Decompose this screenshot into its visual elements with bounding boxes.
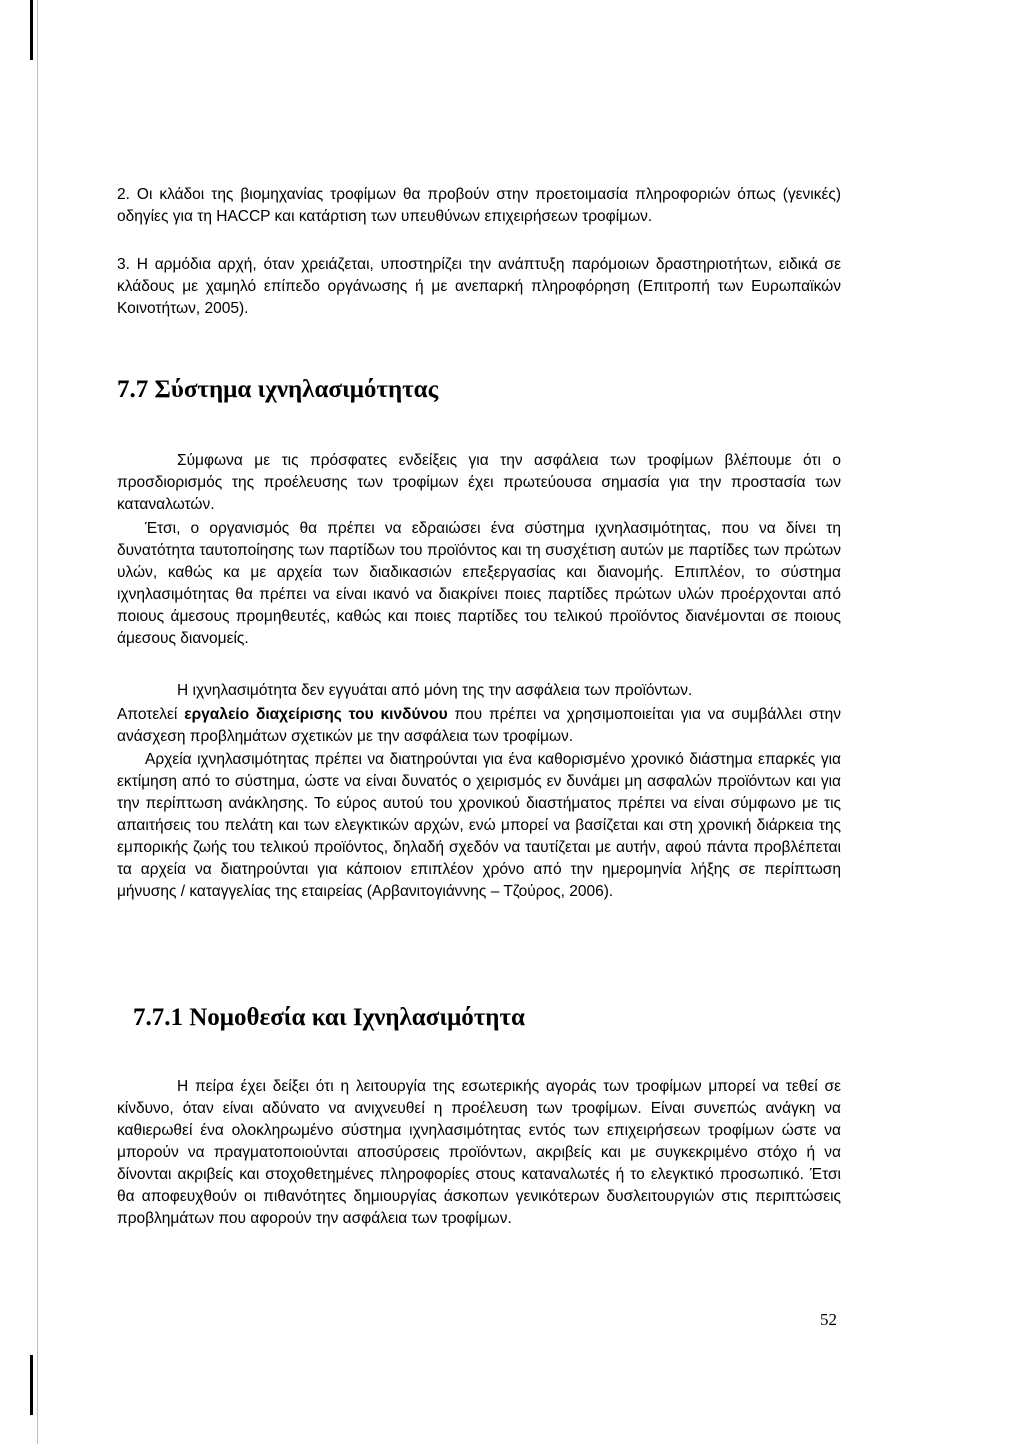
section-7-7-1-paragraph-1: Η πείρα έχει δείξει ότι η λειτουργία της εσωτερικής αγοράς των τροφίμων μπορεί να τεθεί σε κίνδυνο, όταν είναι αδύνατο να ανιχνευθεί η προέλευση των τροφίμων. Είναι συνεπώς ανάγκη να καθιερωθεί ένα ολοκληρωμένο σύστημα ιχνηλασιμότητας εντός των επιχειρήσεων τροφίμων ώστε να μπορούν να πραγματοποιούνται αποσύρσεις προϊόντων, ακριβείς και με συγκεκριμένο στόχο ή να δίνονται ακριβείς και στοχοθετημένες πληροφορίες στους καταναλωτές ή το ελεγκτικό προσωπικό. Έτσι θα αποφευχθούν οι πιθανότητες δημιουργίας άσκοπων γενικότερων δυσλειτουργιών στις περιπτώσεις προβλημάτων που αφορούν την ασφάλεια των τροφίμων. — [117, 1078, 841, 1227]
section-7-7-paragraph-2: Έτσι, ο οργανισμός θα πρέπει να εδραιώσει ένα σύστημα ιχνηλασιμότητας, που να δίνει τη δυνατότητα ταυτοποίησης των παρτίδων του προϊόντος και τη συσχέτιση αυτών με παρτίδες των πρώτων υλών, καθώς κα με αρχεία των διαδικασιών επεξεργασίας και διανομής. Επιπλέον, το σύστημα ιχνηλασιμότητας θα πρέπει να είναι ικανό να διακρίνει ποιες παρτίδες πρώτων υλών προέρχονται από ποιους άμεσους προμηθευτές, καθώς και ποιες παρτίδες του τελικού προϊόντος διανέμονται σε ποιους άμεσους διανομείς. — [117, 520, 841, 647]
list-item-2 — [117, 184, 841, 228]
list-item-number: 2. — [117, 186, 130, 203]
list-item-text: Οι κλάδοι της βιομηχανίας τροφίμων θα προβούν στην προετοιμασία πληροφοριών όπως (γενικές) οδηγίες για τη HACCP και κατάρτιση των υπευθύνων επιχειρήσεων τροφίμων. — [117, 186, 842, 225]
section-7-7-paragraph-3: Η ιχνηλασιμότητα δεν εγγυάται από μόνη της την ασφάλεια των προϊόντων. — [177, 682, 693, 699]
list-item-number: 3. — [117, 256, 130, 273]
scan-edge-line-thin — [37, 0, 38, 1444]
section-7-7-paragraph-1: Σύμφωνα με τις πρόσφατες ενδείξεις για την ασφάλεια των τροφίμων βλέπουμε ότι ο προσδιορισμός της προέλευσης των τροφίμων έχει πρωτεύουσα σημασία για την προστασία των καταναλωτών. — [117, 452, 841, 513]
list-item-text: Η αρμόδια αρχή, όταν χρειάζεται, υποστηρίζει την ανάπτυξη παρόμοιων δραστηριοτήτων, ειδικά σε κλάδους με χαμηλό επίπεδο οργάνωσης ή με ανεπαρκή πληροφόρηση (Επιτροπή των Ευρωπαϊκών Κοινοτήτων, 2005). — [117, 256, 841, 317]
paragraph-text: Αποτελεί — [117, 706, 178, 723]
list-item-3 — [117, 254, 841, 320]
section-7-7-paragraph-5: Αρχεία ιχνηλασιμότητας πρέπει να διατηρούνται για ένα καθορισμένο χρονικό διάστημα επαρκές για εκτίμηση από το σύστημα, ώστε να είναι δυνατός ο χειρισμός εν δυνάμει μη ασφαλών προϊόντων και για την περίπτωση ανάκλησης. Το εύρος αυτού του χρονικού διαστήματος πρέπει να είναι σύμφωνο με τις απαιτήσεις του πελάτη και των ελεγκτικών αρχών, ενώ μπορεί να βασίζεται και στη χρονική διάρκεια της εμπορικής ζωής του τελικού προϊόντος, δηλαδή σχεδόν να ταυτίζεται με αυτήν, αφού πάντα προβλέπεται τα αρχεία να διατηρούνται για κάποιον επιπλέον χρόνο από την ημερομηνία λήξης σε περίπτωση μήνυσης / καταγγελίας της εταιρείας (Αρβανιτογιάννης – Τζούρος, 2006). — [117, 751, 841, 900]
page-number: 52 — [820, 1310, 837, 1329]
paragraph-text: που πρέπει να χρησιμοποιείται για να συμβάλλει στην ανάσχεση προβλημάτων σχετικών με την ασφάλεια των τροφίμων. — [117, 706, 842, 745]
scan-edge-line-top — [30, 0, 33, 60]
section-heading-7-7: 7.7 Σύστημα ιχνηλασιμότητας — [117, 376, 439, 403]
scan-edge-line-bottom — [30, 1355, 33, 1415]
section-heading-7-7-1: 7.7.1 Νομοθεσία και Ιχνηλασιμότητα — [133, 1004, 525, 1031]
emphasized-text: εργαλείο διαχείρισης του κινδύνου — [184, 706, 448, 723]
section-7-7-paragraph-4 — [117, 704, 841, 748]
